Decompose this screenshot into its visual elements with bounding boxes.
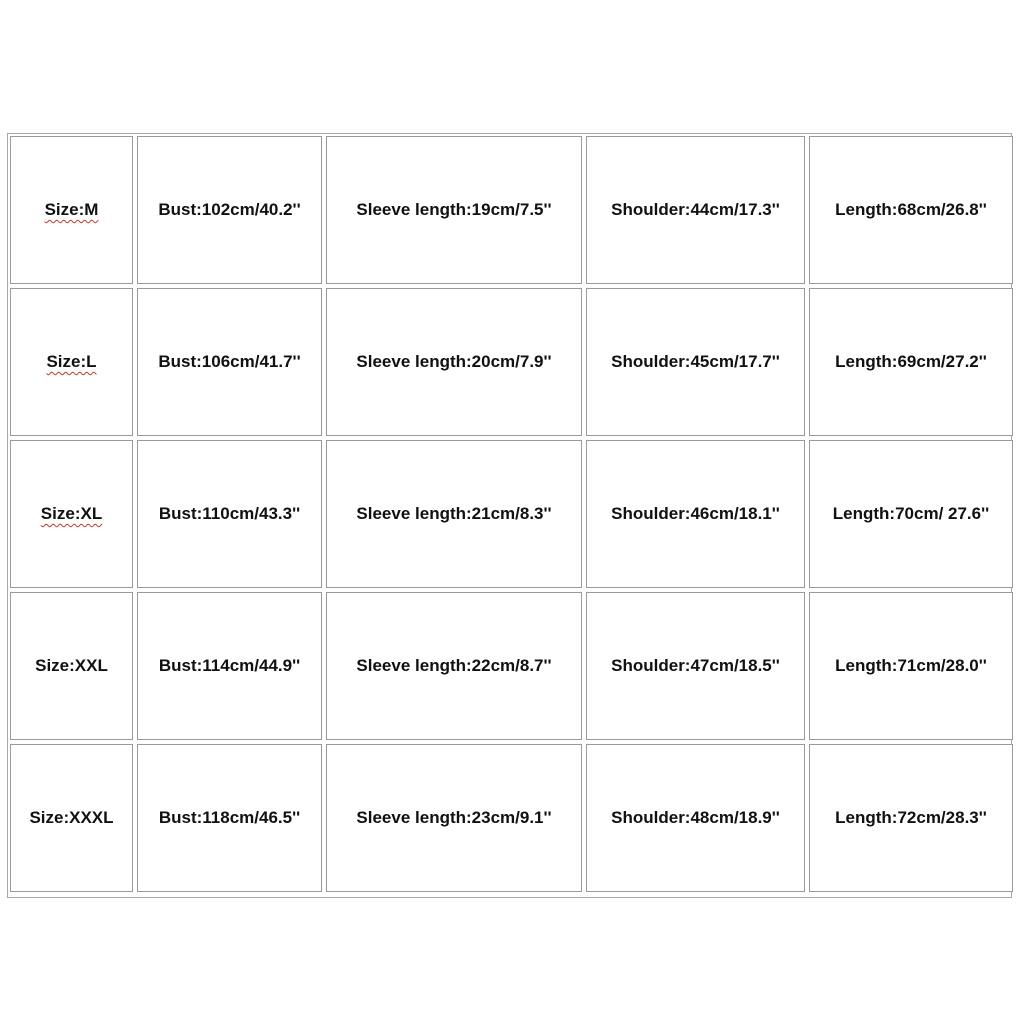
length-cell	[809, 136, 1013, 284]
shoulder-cell	[586, 288, 805, 436]
size-cell	[10, 592, 133, 740]
sleeve-length-value: Sleeve length:22cm/8.7''	[356, 656, 552, 675]
length-value: Length:70cm/ 27.6''	[832, 504, 990, 523]
shoulder-cell	[586, 592, 805, 740]
length-value: Length:71cm/28.0''	[835, 656, 987, 675]
bust-cell	[137, 288, 322, 436]
shoulder-value: Shoulder:45cm/17.7''	[611, 352, 780, 371]
length-value: Length:72cm/28.3''	[835, 808, 987, 827]
shoulder-cell	[586, 744, 805, 892]
bust-value: Bust:102cm/40.2''	[158, 200, 301, 219]
size-label: Size:L	[46, 352, 97, 371]
size-cell	[10, 744, 133, 892]
shoulder-cell	[586, 440, 805, 588]
length-cell	[809, 440, 1013, 588]
shoulder-value: Shoulder:46cm/18.1''	[611, 504, 780, 523]
sleeve-length-value: Sleeve length:20cm/7.9''	[356, 352, 552, 371]
sleeve-length-value: Sleeve length:21cm/8.3''	[356, 504, 552, 523]
bust-value: Bust:114cm/44.9''	[158, 656, 301, 675]
bust-cell	[137, 440, 322, 588]
shoulder-cell	[586, 136, 805, 284]
bust-value: Bust:118cm/46.5''	[158, 808, 301, 827]
size-label: Size:XXL	[35, 656, 108, 675]
bust-cell	[137, 136, 322, 284]
shoulder-value: Shoulder:44cm/17.3''	[611, 200, 780, 219]
size-cell	[10, 440, 133, 588]
sleeve-length-value: Sleeve length:23cm/9.1''	[356, 808, 552, 827]
sleeve-length-cell	[326, 744, 582, 892]
shoulder-value: Shoulder:48cm/18.9''	[611, 808, 780, 827]
bust-value: Bust:110cm/43.3''	[158, 504, 301, 523]
size-chart-table	[7, 133, 1012, 898]
length-cell	[809, 288, 1013, 436]
bust-cell	[137, 592, 322, 740]
sleeve-length-cell	[326, 136, 582, 284]
length-cell	[809, 744, 1013, 892]
length-value: Length:68cm/26.8''	[835, 200, 987, 219]
size-cell	[10, 288, 133, 436]
size-chart-grid	[10, 136, 1009, 895]
size-label: Size:M	[44, 200, 99, 219]
size-label: Size:XL	[40, 504, 103, 523]
sleeve-length-cell	[326, 440, 582, 588]
shoulder-value: Shoulder:47cm/18.5''	[611, 656, 780, 675]
length-value: Length:69cm/27.2''	[835, 352, 987, 371]
length-cell	[809, 592, 1013, 740]
sleeve-length-cell	[326, 592, 582, 740]
sleeve-length-value: Sleeve length:19cm/7.5''	[356, 200, 552, 219]
size-cell	[10, 136, 133, 284]
bust-value: Bust:106cm/41.7''	[158, 352, 301, 371]
size-label: Size:XXXL	[29, 808, 114, 827]
bust-cell	[137, 744, 322, 892]
sleeve-length-cell	[326, 288, 582, 436]
